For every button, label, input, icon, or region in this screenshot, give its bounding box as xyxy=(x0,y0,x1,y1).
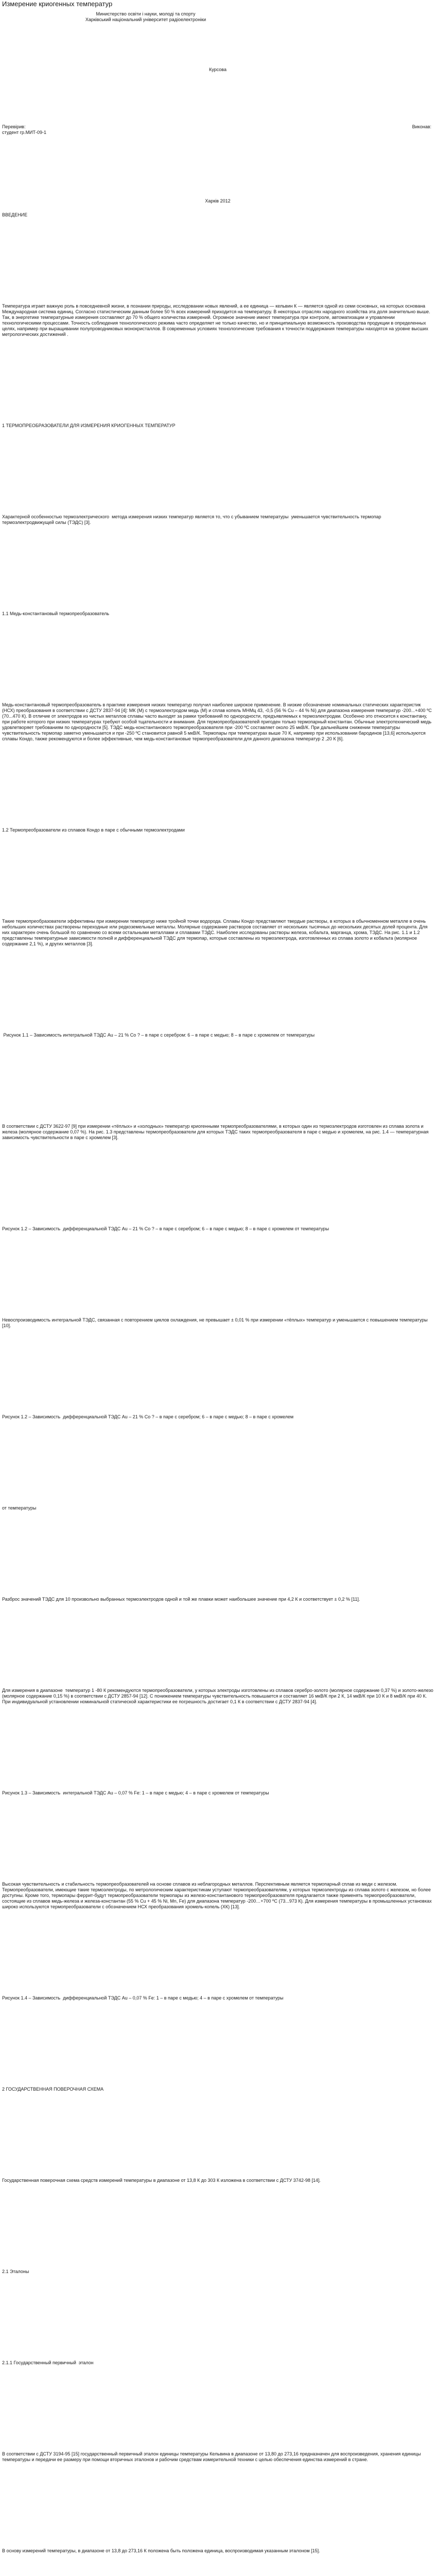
doc-type-line: Курсова xyxy=(209,67,226,72)
paragraph: Рисунок 1.4 – Зависимость дифференциальной ТЭДС Au – 0,07 % Fe: 1 – в паре с медью; 4 – в паре с хромелем от температуры xyxy=(2,1995,284,2001)
paragraph: 2.1.1 Государственный первичный эталон xyxy=(2,2360,94,2365)
paragraph: Рисунок 1.2 – Зависимость дифференциальной ТЭДС Au – 21 % Co ? – в паре с серебром; 6 – в паре с медью; 8 – в паре с хромелем от температуры xyxy=(2,1226,329,1231)
paragraph: Разброс значений ТЭДС для 10 произвольно выбранных термоэлектродов одной и той же плавки может наибольшее значение при 4,2 К и соответствует ± 0,2 % [11]. xyxy=(2,1597,360,1602)
document-body xyxy=(2,11,433,2576)
paragraph: Рисунок 1.1 – Зависимость интегральной ТЭДС Au – 21 % Co ? – в паре с серебром: 6 – в паре с медью; 8 – в паре с хромелем от температуры xyxy=(2,1032,315,1038)
paragraph: Характерной особенностью термоэлектрического метода измерения низких температур является то, что с убыванием температуры уменьшается чувствительность термопар термоэлектродвижущей силы (ТЭДС) [3]. xyxy=(2,514,384,525)
paragraph: Медь-константановый термопреобразователь в практике измерения низких температур получил наиболее широкое применение. В низкие обозначение номинальных статических характеристик (НСХ) преобразования в соответствии с ДСТУ 2837-94 [4]: МК (М) с термоэлектродом медь (М) и сплав копель МНМц 43, -0,5 (56 % Cu – 44 % Ni) для диапазона измерения температур -200...+400 ºС (70...470 К). В отличие от электродов из чистых металлов сплавы часто выходят за рамки требований по однородности, предъявляемых к термоэлектродам. Особенно это относится к константану, при работе которого при низких температурах требуют особой тщательности и внимания. Для термопреобразователей пригоден только термопарный константан. Обычные электротехнический медь удовлетворяет требованиям по однородности [5]. ТЭДС медь-константанового термопреобразователя при -200 ºС составляет около 25 мкВ/К. При дальнейшем снижении температуры чувствительность термопар заметно уменьшается и при -250 ºС становится равной 5 мкВ/К. Термопары при температурах выше 70 К, например при использовании бародинов [13,6] используются сплавы Кондо, также рекомендуются и более эффективные, чем медь-константановые термопреобразователи для данного диапазона температур 2 ,20 К [6]. xyxy=(2,702,433,741)
signature-row xyxy=(2,124,433,130)
paragraph: В основу измерений температуры, в диапазоне от 13,8 до 273,16 К положена быть положена единица, воспроизводимая указанным эталоном [15]. xyxy=(2,2548,320,2553)
paragraph: Такие термопреобразователи эффективны при измерении температур ниже тройной точки водорода. Сплавы Кондо представляют твердые растворы, в которых в обычноменном металле в очень небольших количествах растворены переходные или редкоземельные металлы. Молярные содержание растворов составляет от нескольких тысячных до нескольких десятых долей процента. Для них характерен очень большой по сравнению со всеми остальными металлами и сплавами ТЭДС. Наиболее исследованы растворы железа, кобальта, марганца, хрома, ТЭДС. На рис. 1.1 и 1.2 представлены температурные зависимости полной и дифференциальной ТЭДС для термопар, которые составлены из термоэлектрода, изготовленных из сплава золото и кобальта (молярное содержание 2,1 %), и других металлов [3]. xyxy=(2,919,429,946)
checked-label: Перевірив: xyxy=(2,124,26,129)
paragraph: Температура играет важную роль в повседневной жизни, в познании природы, исследовании новых явлений, а ее единица — кельвин К — является одной из семи основных, на которых основана Международная система единиц. Согласно статистическим данным более 50 % всех измерений приходится на температуру. В некоторых отраслях народного хозяйства эта доля значительно выше. Так, в энергетике температурные измерения составляют до 70 % общего количества измерений. Огромное значение имеют температура при контроле, автоматизации и управлении технологическими процессами. Точность соблюдения технологического режима часто определяет не только качество, но и принципиальную возможность производства продукции в определенных целях, например при выращивании полупроводниковых монокристаллов. В современных условиях технологические требования к точности поддержания температуры находятся на уровне высших метрологических достижений . xyxy=(2,303,432,337)
paragraph: 2.1 Эталоны xyxy=(2,2269,29,2274)
document-content xyxy=(2,212,433,2576)
city-year-line: Харків 2012 xyxy=(205,198,231,204)
paragraph: Рисунок 1.3 – Зависимость интегральной ТЭДС Au – 0,07 % Fe: 1 – в паре с медью; 4 – в паре с хромелем от температуры xyxy=(2,1790,269,1795)
title-page xyxy=(2,11,433,212)
paragraph: Невоспроизводимость интегральной ТЭДС, связанная с повторением циклов охлаждения, не превышает ± 0,01 % при измерении «тёплых» температур и уменьшается с повышением температуры [10]. xyxy=(2,1317,429,1328)
paragraph: от температуры xyxy=(2,1505,37,1511)
paragraph: В соответствии с ДСТУ 3194-95 [15] государственный первичный эталон единицы температуры Кельвина в диапазоне от 13,80 до 273,16 предназначен для воспроизведения, хранения единицы температуры и передачи ее размеру при помощи вторичных эталонов и рабочим средствам измерительной техники с целью обеспечения единства измерений в стране. xyxy=(2,2451,423,2462)
done-label: Виконав: xyxy=(412,124,431,129)
page-title: Измерение криогенных температур xyxy=(2,0,113,8)
section-heading: 1 ТЕРМОПРЕОБРАЗОВАТЕЛИ ДЛЯ ИЗМЕРЕНИЯ КРИОГЕННЫХ ТЕМПЕРАТУР xyxy=(2,423,176,428)
paragraph: 1.2 Термопреобразователи из сплавов Кондо в паре с обычными термоэлектродами xyxy=(2,827,185,833)
student-group: студент гр.МИТ-09-1 xyxy=(2,130,47,135)
ministry-line: Министерство освіти і науки, молоді та спорту xyxy=(96,11,196,16)
paragraph: Высокая чувствительность и стабильность термопреобразователей на основе сплавов из неблагородных металлов. Перспективным является термопарный сплав из меди с железом. Термопреобразователи, имеющие такие термоэлектроды, по метрологическим характеристикам уступают термопреобразователям, у которых термоэлектроды из сплава золото с железом, но более доступны. Кроме того, термопары феррит-будут термопреобразователи термопары из железо-константанового термопреобразователя предлагается также применять термопреобразователи, состоящие из сплавов медь-железа и железа-константан (55 % Cu + 45 % Ni, Mn, Fe) для диапазона температур -200…+700 ºС (73...973 К). Для измерения температуры в промышленных установках широко используются термопреобразователи с обозначением НСХ преобразования хромель-копель (ХК) [13]. xyxy=(2,1882,433,1909)
paragraph: Государственная поверочная схема средств измерений температуры в диапазоне от 13,8 К до 303 К изложена в соответствии с ДСТУ 3742-98 [14]. xyxy=(2,2178,321,2183)
section-heading: ВВЕДЕНИЕ xyxy=(2,212,28,217)
paragraph: Для измерения в диапазоне температур 1 -80 К рекомендуются термопреобразователи, у которых электроды изготовлены из сплавов серебро-золото (молярное содержание 0,37 %) и золото-железо (молярное содержание 0,15 %) в соответствии с ДСТУ 2857-94 [12]. С понижением температуры чувствительность повышается и составляет 16 мкВ/К при 2 К, 14 мкВ/К при 10 К и 8 мкВ/К при 40 К. При индивидуальной установлении номинальной статической характеристики ее погрешность достигает 0,1 К в соответствии с ДСТУ 2837-94 [4]. xyxy=(2,1688,435,1704)
paragraph: В соответствии с ДСТУ 3622-97 [9] при измерении «тёплых» и «холодных» температур криогенными термопреобразователями, в которых один из термоэлектродов изготовлен из сплава золота и железа (молярное содержание 0,07 %). На рис. 1.3 представлены термопреобразователи для которых ТЭДС таких термопреобразователя в паре с медью и хромелем, на рис. 1.4 — температурная зависимость чувствительности в паре с хромелем [3]. xyxy=(2,1124,430,1140)
paragraph: 1.1 Медь-константановый термопреобразователь xyxy=(2,611,110,616)
section-heading: 2 ГОСУДАРСТВЕННАЯ ПОВЕРОЧНАЯ СХЕМА xyxy=(2,2087,104,2092)
paragraph: Рисунок 1.2 – Зависимость дифференциальной ТЭДС Au – 21 % Co ? – в паре с серебром; 6 – в паре с медью; 8 – в паре с хромелем xyxy=(2,1414,294,1419)
university-line: Харківський національний університет радіоелектроніки xyxy=(85,17,206,22)
